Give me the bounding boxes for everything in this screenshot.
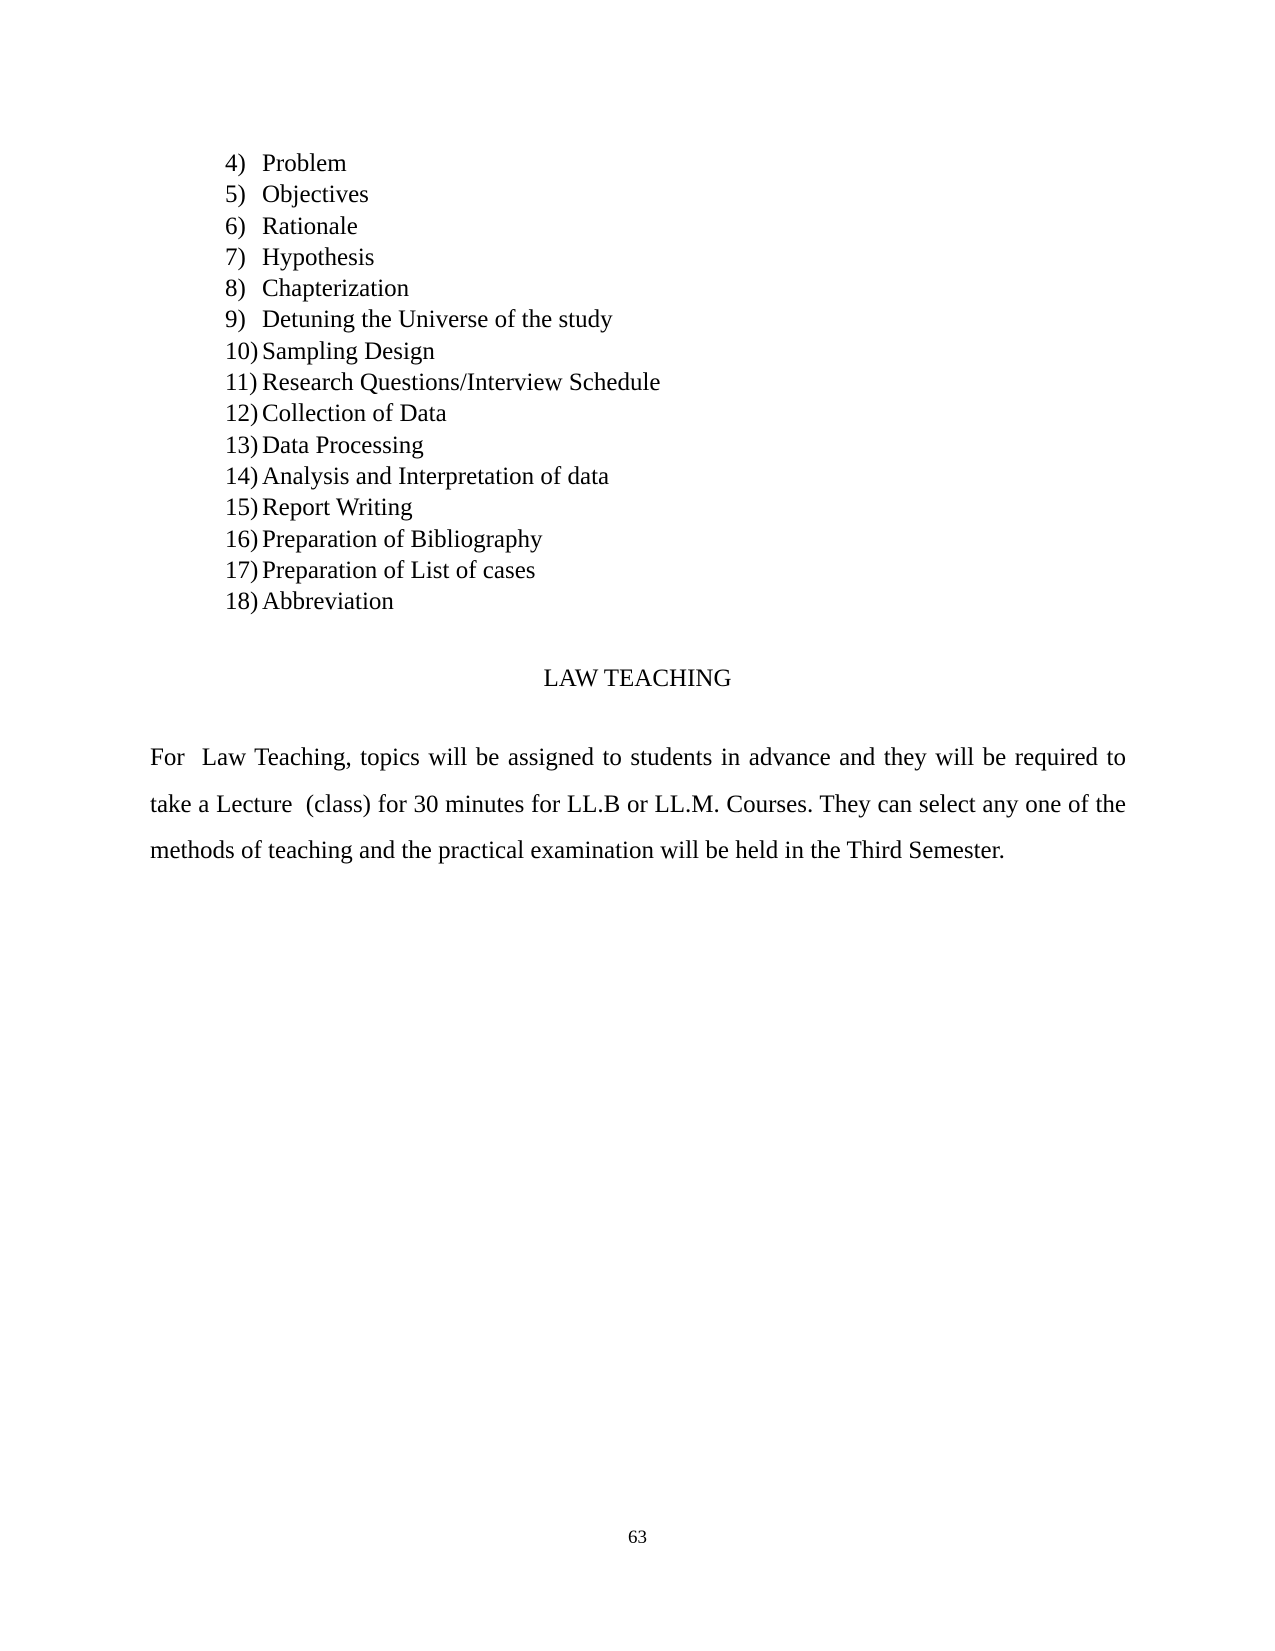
list-item-text: Rationale bbox=[262, 212, 358, 240]
list-item-number: 14) bbox=[225, 462, 259, 490]
list-item-text: Abbreviation bbox=[262, 588, 394, 616]
numbered-list bbox=[225, 148, 661, 617]
list-item-number: 4) bbox=[225, 150, 246, 177]
list-item-number: 8) bbox=[225, 275, 246, 303]
list-item bbox=[225, 304, 661, 335]
list-item-text: Hypothesis bbox=[262, 243, 375, 271]
list-item-text: Objectives bbox=[262, 181, 369, 209]
list-item bbox=[225, 398, 661, 429]
list-item-text: Analysis and Interpretation of data bbox=[262, 462, 610, 490]
list-item-number: 17) bbox=[225, 556, 259, 584]
list-item-number: 5) bbox=[225, 181, 246, 209]
list-item-number: 15) bbox=[225, 494, 259, 522]
list-item-text: Collection of Data bbox=[262, 400, 447, 428]
list-item bbox=[225, 524, 661, 555]
list-item-number: 16) bbox=[225, 525, 259, 553]
list-item-text: Sampling Design bbox=[262, 337, 435, 365]
list-item bbox=[225, 367, 661, 398]
list-item-text: Problem bbox=[262, 150, 347, 177]
list-item-number: 18) bbox=[225, 588, 259, 616]
list-item bbox=[225, 148, 661, 179]
list-item-text: Preparation of Bibliography bbox=[262, 525, 543, 553]
list-item-number: 10) bbox=[225, 337, 259, 365]
list-item bbox=[225, 179, 661, 210]
list-item-text: Research Questions/Interview Schedule bbox=[262, 369, 661, 397]
list-item bbox=[225, 461, 661, 492]
list-item bbox=[225, 492, 661, 523]
list-item-number: 7) bbox=[225, 243, 246, 271]
list-item bbox=[225, 586, 661, 617]
list-item-number: 13) bbox=[225, 431, 259, 459]
section-heading bbox=[0, 663, 1275, 694]
list-item-number: 12) bbox=[225, 400, 259, 428]
list-item bbox=[225, 242, 661, 273]
list-item bbox=[225, 211, 661, 242]
list-item-text: Data Processing bbox=[262, 431, 424, 459]
list-item bbox=[225, 430, 661, 461]
list-item-number: 9) bbox=[225, 306, 246, 334]
page-number: 63 bbox=[628, 1527, 647, 1548]
list-item bbox=[225, 555, 661, 586]
list-item-text: Chapterization bbox=[262, 275, 410, 303]
list-item-number: 6) bbox=[225, 212, 246, 240]
list-item bbox=[225, 273, 661, 304]
list-item-number: 11) bbox=[225, 369, 258, 397]
list-item-text: Detuning the Universe of the study bbox=[262, 306, 613, 334]
body-paragraph: For Law Teaching, topics will be assigned to students in advance and they will be required to take a Lecture (class) for 30 minutes for LL.B or LL.M. Courses. They can select any one of the methods of teaching and the practical examination will be held in the Third Semester. bbox=[150, 744, 1133, 864]
list-item-text: Report Writing bbox=[262, 494, 413, 522]
list-item-text: Preparation of List of cases bbox=[262, 556, 536, 584]
list-item bbox=[225, 336, 661, 367]
section-heading-text: LAW TEACHING bbox=[543, 665, 732, 692]
